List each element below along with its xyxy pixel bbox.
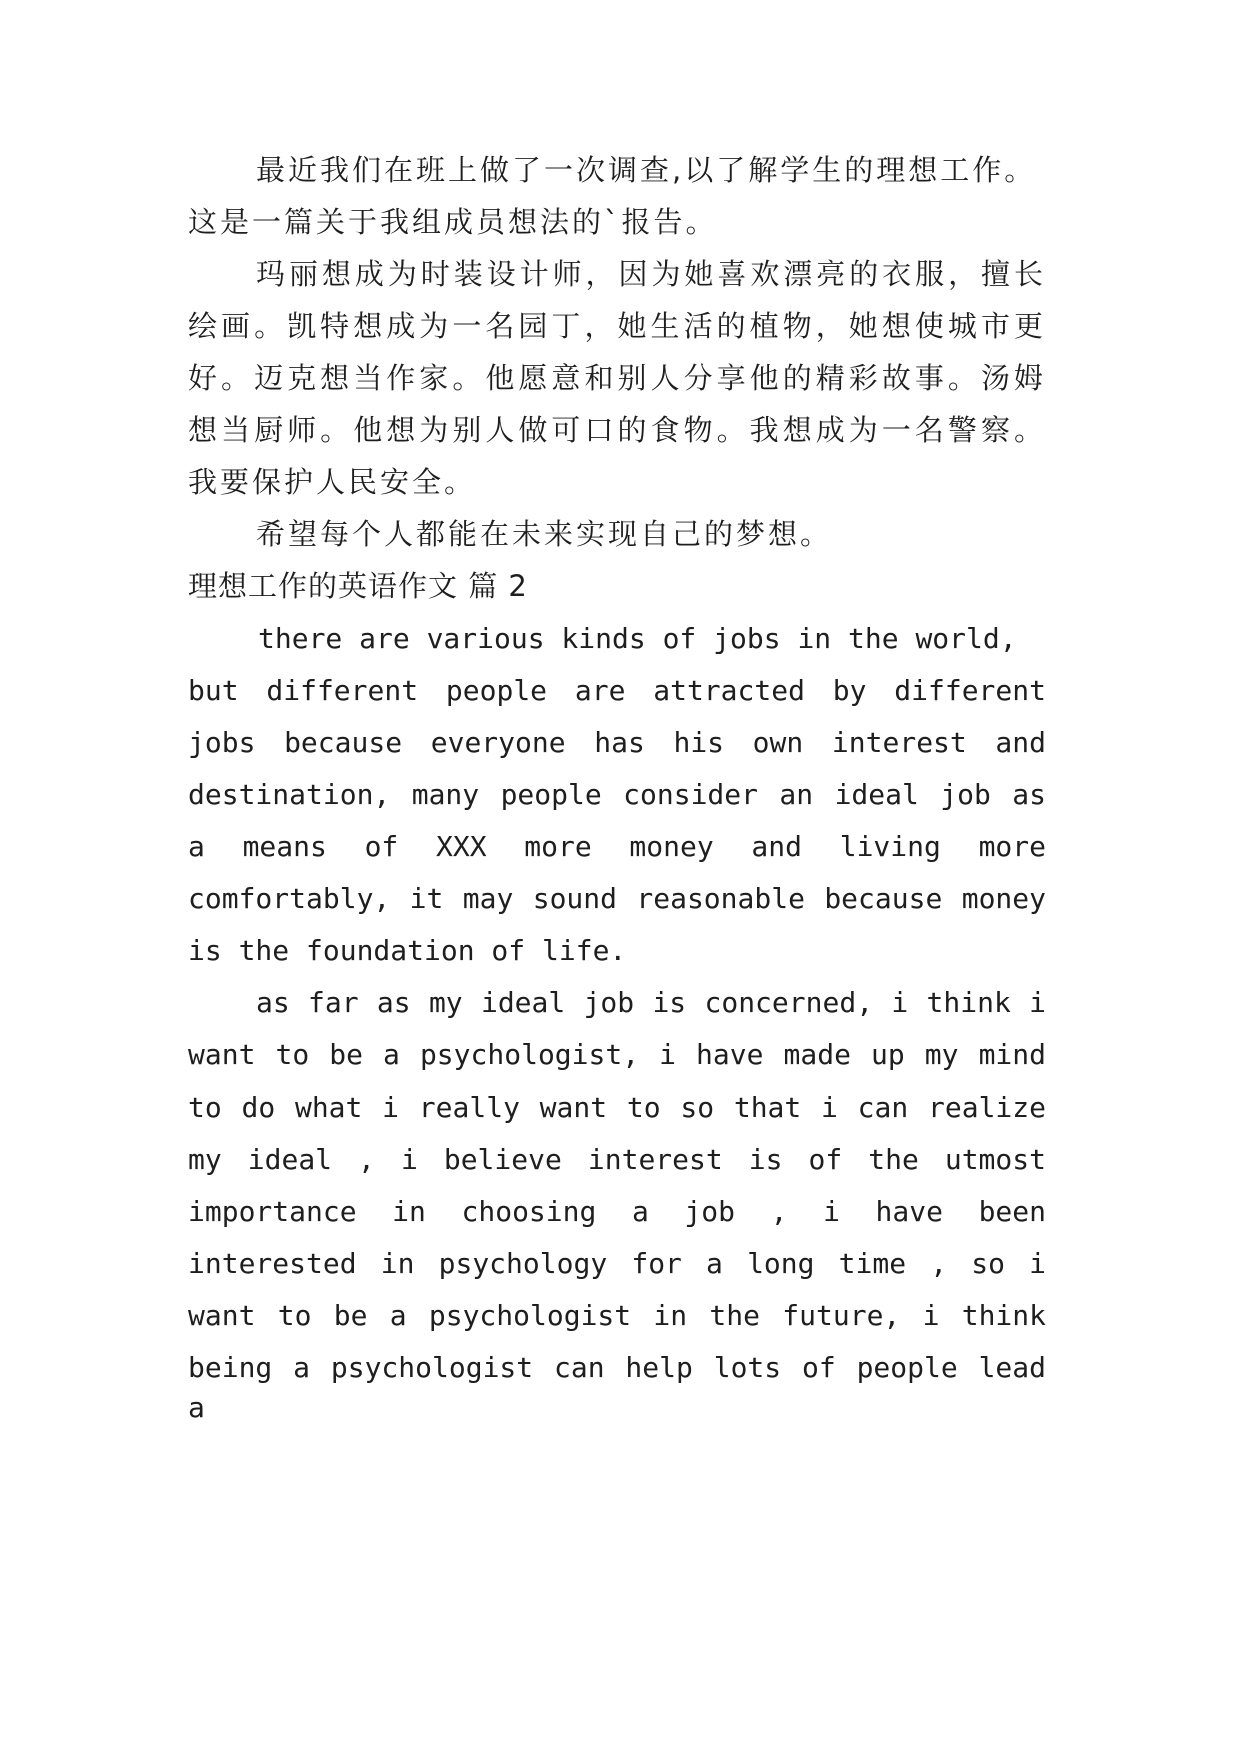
english-paragraph-1-line-4: destination, many people consider an ideal job as <box>188 778 1046 811</box>
paragraph-1-line-2: 这是一篇关于我组成员想法的`报告。 <box>188 205 718 239</box>
english-paragraph-2-line-3: to do what i really want to so that i can realize <box>188 1091 1046 1124</box>
english-paragraph-2-line-8: being a psychologist can help lots of people lead a <box>188 1351 1046 1424</box>
paragraph-2-line-5: 我要保护人民安全。 <box>188 465 477 499</box>
english-paragraph-1-line-1: there are various kinds of jobs in the world, <box>258 622 1017 655</box>
english-paragraph-1-line-2: but different people are attracted by different <box>188 674 1046 707</box>
english-paragraph-2-line-6: interested in psychology for a long time , so i <box>188 1247 1046 1280</box>
english-paragraph-2-line-4: my ideal , i believe interest is of the utmost <box>188 1143 1046 1176</box>
english-paragraph-1-line-3: jobs because everyone has his own interest and <box>188 726 1046 759</box>
paragraph-2-line-2: 绘画。凯特想成为一名园丁，她生活的植物，她想使城市更 <box>188 309 1046 343</box>
paragraph-2-line-3: 好。迈克想当作家。他愿意和别人分享他的精彩故事。汤姆 <box>188 361 1046 395</box>
paragraph-2-line-1: 玛丽想成为时装设计师，因为她喜欢漂亮的衣服，擅长 <box>256 257 1046 291</box>
english-paragraph-1-line-6: comfortably, it may sound reasonable because money <box>188 882 1046 915</box>
english-paragraph-2-line-5: importance in choosing a job , i have been <box>188 1195 1046 1228</box>
english-paragraph-2-line-7: want to be a psychologist in the future, i think <box>188 1299 1046 1332</box>
english-paragraph-2-line-2: want to be a psychologist, i have made up my mind <box>188 1038 1046 1071</box>
paragraph-3-line-1: 希望每个人都能在未来实现自己的梦想。 <box>256 517 833 551</box>
english-paragraph-1-line-5: a means of XXX more money and living more <box>188 830 1046 863</box>
paragraph-2-line-4: 想当厨师。他想为别人做可口的食物。我想成为一名警察。 <box>188 413 1046 447</box>
section-heading: 理想工作的英语作文 篇 2 <box>188 569 528 603</box>
english-paragraph-1-line-7: is the foundation of life. <box>188 934 627 967</box>
paragraph-1-line-1: 最近我们在班上做了一次调查,以了解学生的理想工作。 <box>256 153 1037 187</box>
english-paragraph-2-line-1: as far as my ideal job is concerned, i think i <box>256 986 1046 1019</box>
